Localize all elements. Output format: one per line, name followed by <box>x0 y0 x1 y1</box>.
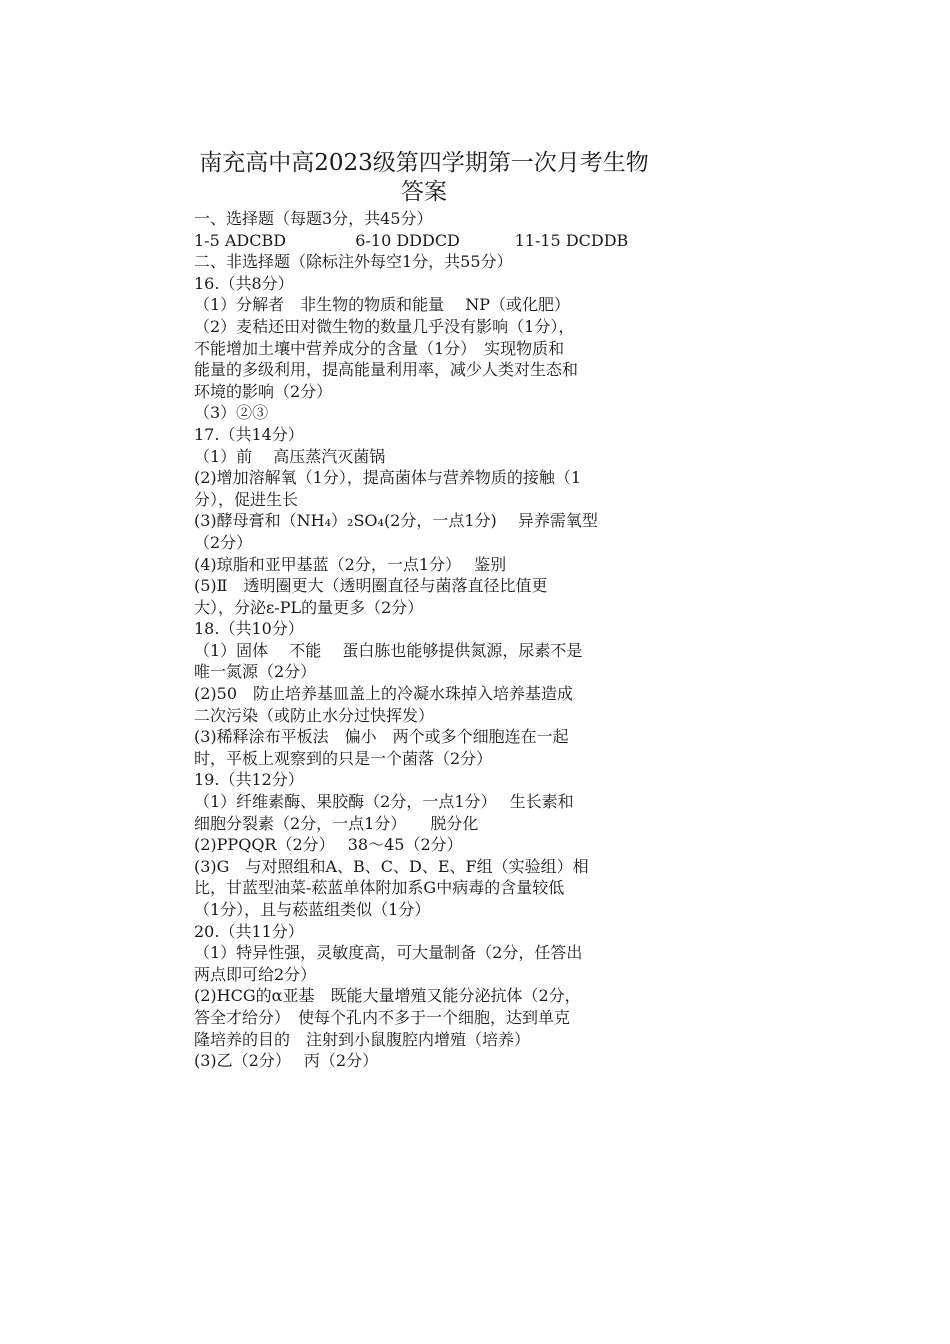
answer-line: (5)Ⅱ 透明圈更大（透明圈直径与菌落直径比值更 <box>194 576 548 596</box>
answer-line: 不能增加土壤中营养成分的含量（1分） 实现物质和 <box>194 338 565 358</box>
answer-line: （1）分解者 非生物的物质和能量 NP（或化肥） <box>194 295 571 315</box>
answer-line: （1）特异性强，灵敏度高，可大量制备（2分，任答出 <box>194 943 583 963</box>
answer-line: 20.（共11分） <box>194 921 304 941</box>
answer-line: 隆培养的目的 注射到小鼠腹腔内增殖（培养） <box>194 1029 531 1049</box>
answer-line: 比，甘蓝型油菜-菘蓝单体附加系G中病毒的含量较低 <box>194 878 565 898</box>
answer-line: 分），促进生长 <box>194 489 299 509</box>
answer-line: (3)G 与对照组和A、B、C、D、E、F组（实验组）相 <box>194 856 589 876</box>
answer-line: (2)HCG的α亚基 既能大量增殖又能分泌抗体（2分， <box>194 986 581 1006</box>
answer-line: （1分），且与菘蓝组类似（1分） <box>194 900 431 919</box>
answer-group-6-10: 6-10 DDDCD <box>355 230 460 250</box>
answer-line: （2）麦秸还田对微生物的数量几乎没有影响（1分）， <box>194 316 575 336</box>
answer-line: （2分） <box>194 532 253 552</box>
answer-line: 大），分泌ε-PL的量更多（2分） <box>194 597 424 617</box>
answer-line: 细胞分裂素（2分，一点1分） 脱分化 <box>194 813 479 833</box>
answer-line: 17.（共14分） <box>194 424 304 444</box>
answer-line: (3)乙（2分） 丙（2分） <box>194 1051 379 1071</box>
answer-line: 时，平板上观察到的只是一个菌落（2分） <box>194 748 493 768</box>
answer-line: 唯一氮源（2分） <box>194 662 317 682</box>
page-title: 南充高中高2023级第四学期第一次月考生物 <box>199 150 649 176</box>
section-heading-multiple-choice: 一、选择题（每题3分，共45分） <box>194 209 433 228</box>
answer-line: (3)酵母膏和（NH₄）₂SO₄(2分，一点1分) 异养需氧型 <box>194 511 598 531</box>
answer-line: 16.（共8分） <box>194 273 294 293</box>
answer-group-11-15: 11-15 DCDDB <box>514 230 629 250</box>
answer-line: （3）②③ <box>194 403 269 423</box>
answer-group-1-5: 1-5 ADCBD <box>194 230 287 250</box>
answer-line: (2)增加溶解氧（1分），提高菌体与营养物质的接触（1 <box>194 468 582 488</box>
page-subtitle: 答案 <box>401 179 447 205</box>
answer-line: 二次污染（或防止水分过快挥发） <box>194 705 435 725</box>
answer-line: （1）固体 不能 蛋白胨也能够提供氮源，尿素不是 <box>194 640 583 660</box>
answer-line: 能量的多级利用，提高能量利用率，减少人类对生态和 <box>194 360 579 380</box>
section-heading-non-choice: 二、非选择题（除标注外每空1分，共55分） <box>194 252 513 272</box>
answer-line: (2)PPQQR（2分） 38～45（2分） <box>194 835 463 855</box>
answer-sheet <box>194 148 654 1072</box>
answer-line: （1）纤维素酶、果胶酶（2分，一点1分） 生长素和 <box>194 792 574 812</box>
answer-line: 19.（共12分） <box>194 770 304 790</box>
answer-line: (4)琼脂和亚甲基蓝（2分，一点1分） 鉴别 <box>194 554 507 574</box>
answer-line: 18.（共10分） <box>194 619 304 639</box>
answer-lines <box>194 273 654 1072</box>
answer-line: (2)50 防止培养基皿盖上的冷凝水珠掉入培养基造成 <box>194 684 574 704</box>
answer-line: （1）前 高压蒸汽灭菌锅 <box>194 446 386 466</box>
answer-line: 环境的影响（2分） <box>194 381 333 401</box>
answer-line: 答全才给分） 使每个孔内不多于一个细胞，达到单克 <box>194 1007 571 1027</box>
answer-line: 两点即可给2分） <box>194 964 317 984</box>
multiple-choice-answers <box>194 230 654 252</box>
answer-line: (3)稀释涂布平板法 偏小 两个或多个细胞连在一起 <box>194 727 569 747</box>
